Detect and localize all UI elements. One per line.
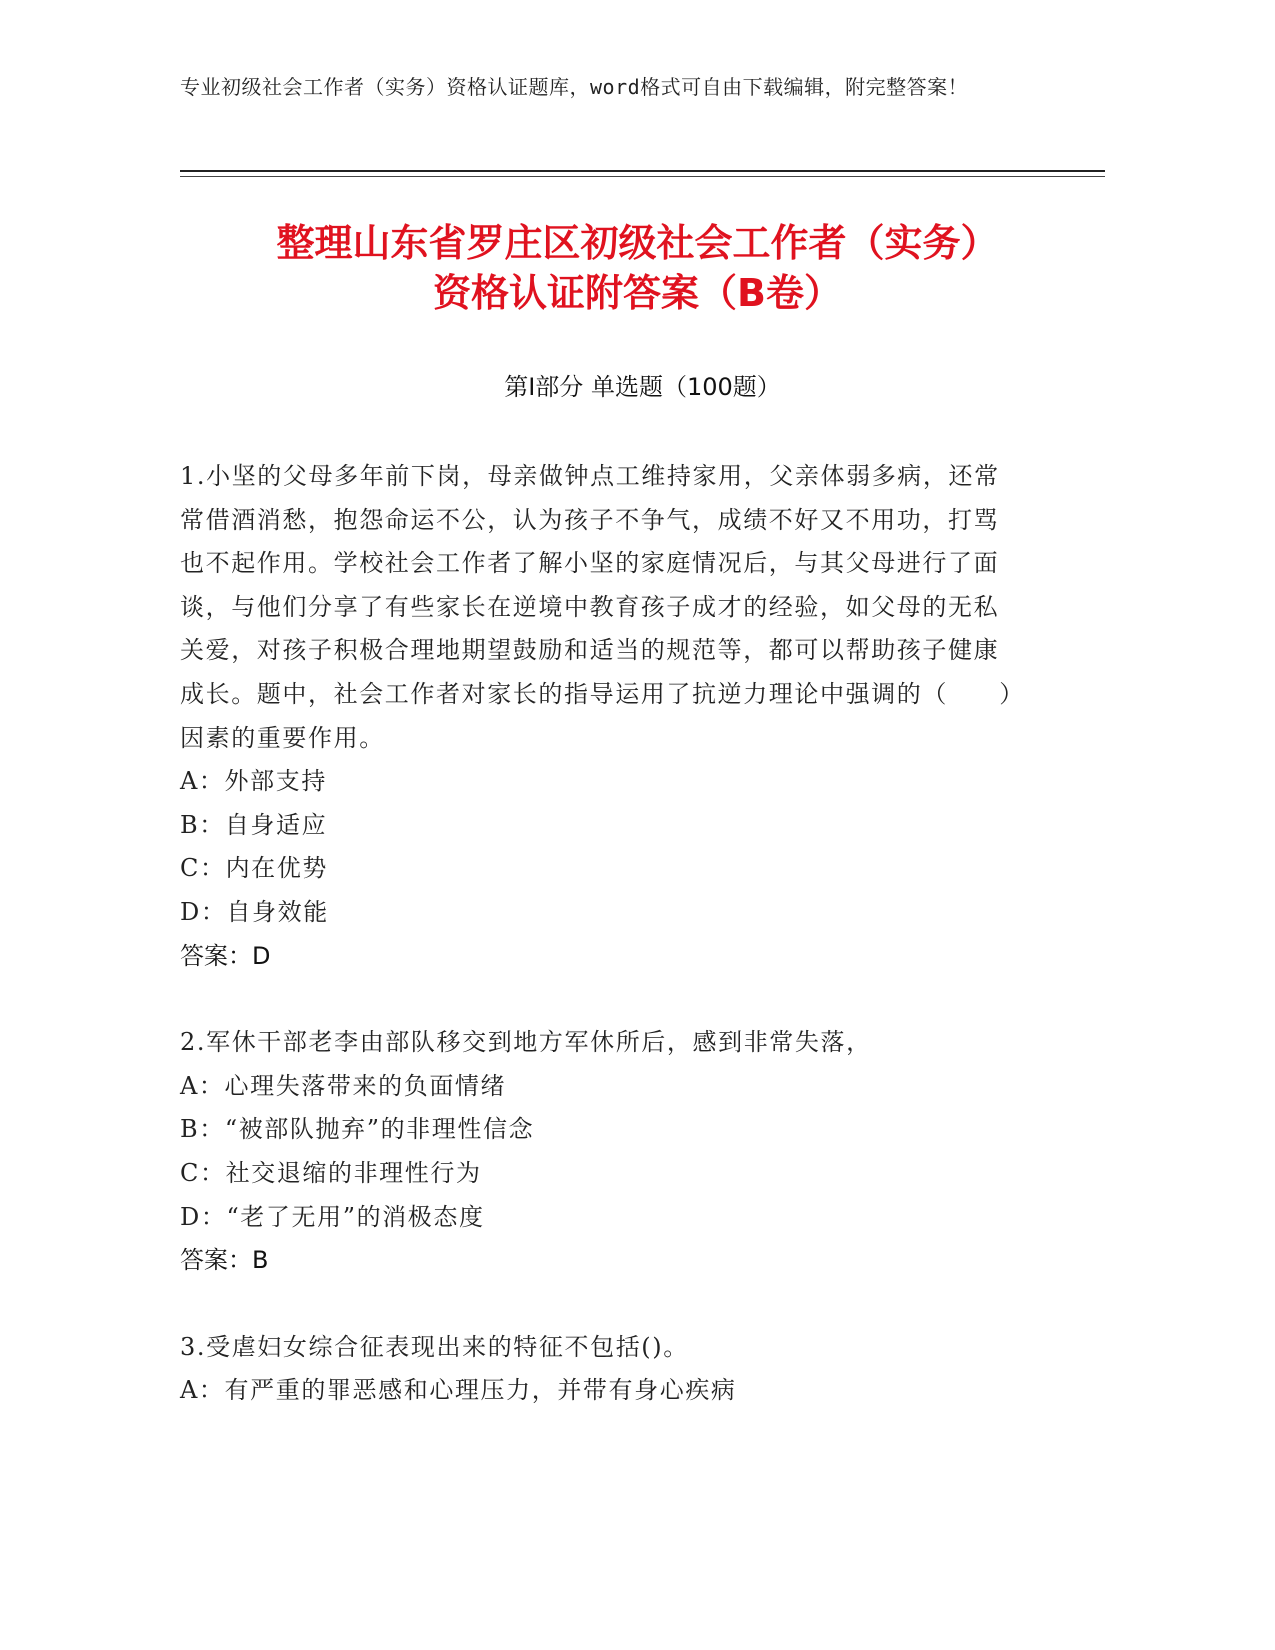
- answer-value: B: [252, 1246, 269, 1275]
- answer-value: D: [252, 941, 271, 970]
- question-option: C：内在优势: [180, 854, 328, 883]
- header-note: 专业初级社会工作者（实务）资格认证题库，word格式可自由下载编辑，附完整答案！: [180, 75, 969, 99]
- question-option: D：自身效能: [180, 897, 329, 926]
- header-divider-thin: [180, 176, 1105, 177]
- question-option: A：外部支持: [180, 767, 327, 796]
- question-answer: [180, 1239, 1020, 1283]
- question-option: D：“老了无用”的消极态度: [180, 1202, 485, 1231]
- question-option: B：“被部队抛弃”的非理性信念: [180, 1115, 535, 1144]
- section-heading: 第Ⅰ部分 单选题（100题）: [504, 373, 781, 401]
- question-3: [180, 1326, 1020, 1413]
- question-option: B：自身适应: [180, 810, 328, 839]
- document-title: [150, 218, 1125, 318]
- question-answer: [180, 935, 1020, 979]
- question-option: A：有严重的罪恶感和心理压力，并带有身心疾病: [180, 1376, 737, 1405]
- header-divider-thick: [180, 170, 1105, 172]
- question-1: [180, 455, 1020, 978]
- question-stem: 2.军休干部老李由部队移交到地方军休所后，感到非常失落，: [180, 1028, 872, 1057]
- question-stem: 3.受虐妇女综合征表现出来的特征不包括()。: [180, 1332, 689, 1361]
- question-option: C：社交退缩的非理性行为: [180, 1158, 482, 1187]
- answer-label: 答案：: [180, 1246, 252, 1275]
- document-title-line-1: 整理山东省罗庄区初级社会工作者（实务）: [276, 221, 999, 265]
- document-title-line-2: 资格认证附答案（B卷）: [433, 271, 842, 315]
- question-list: [180, 455, 1020, 1456]
- question-2: [180, 1021, 1020, 1283]
- question-stem: 1.小坚的父母多年前下岗，母亲做钟点工维持家用，父亲体弱多病，还常常借酒消愁，抱怨命运不公，认为孩子不争气，成绩不好又不用功，打骂也不起作用。学校社会工作者了解小坚的家庭情况后，与其父母进行了面谈，与他们分享了有些家长在逆境中教育孩子成才的经验，如父母的无私关爱，对孩子积极合理地期望鼓励和适当的规范等，都可以帮助孩子健康成长。题中，社会工作者对家长的指导运用了抗逆力理论中强调的（ ）因素的重要作用。: [180, 462, 1013, 752]
- answer-label: 答案：: [180, 941, 252, 970]
- question-option: A：心理失落带来的负面情绪: [180, 1071, 507, 1100]
